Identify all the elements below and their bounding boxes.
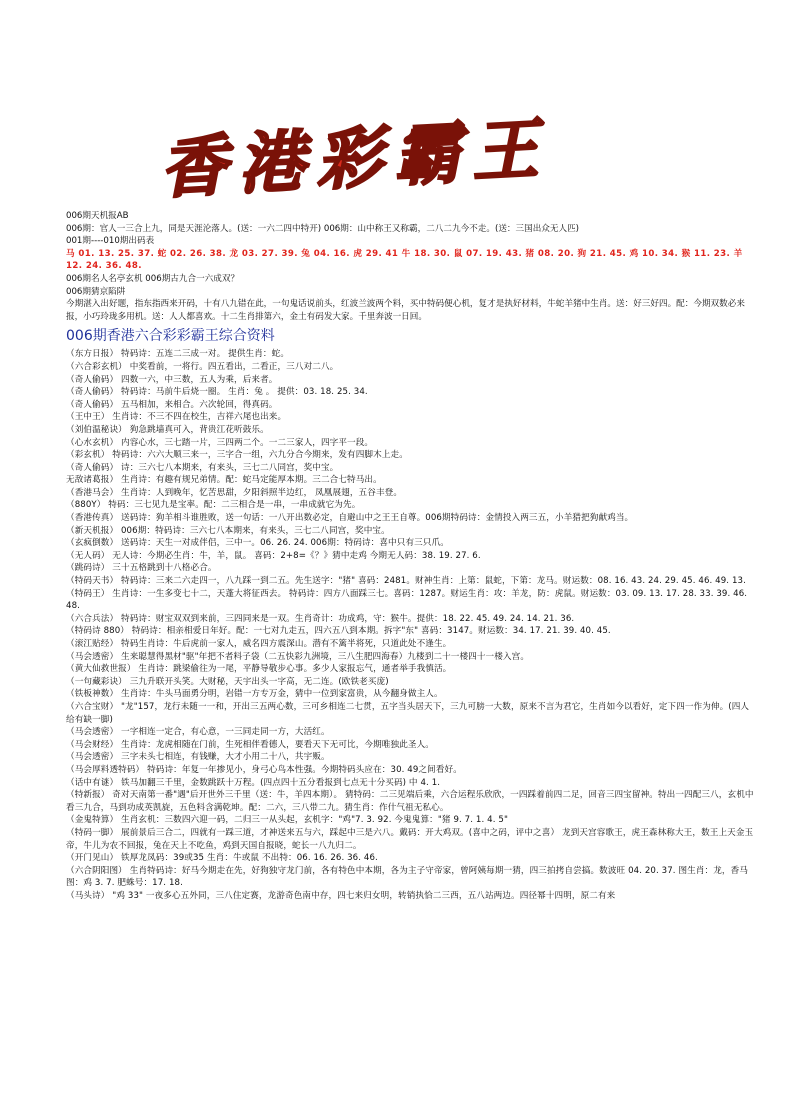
content-line: （王中王） 生肖诗：不三不四在校生，吉祥六尾也出来。 — [66, 412, 287, 423]
intro-line: 006期猜京陷阱 — [66, 286, 126, 297]
intro-section — [66, 273, 756, 323]
content-line: （马会透密） 三字未头七相连，有钱赚，大才小用二十八，共宇贩。 — [66, 752, 330, 763]
content-line: （香港传真） 送码诗：狗羊相斗谁胜败，送一句话：一八开出数必定，自避山中之王王自尊。006期特码诗：金情投入两三五，小羊猎把狗献鸡当。 — [66, 513, 634, 524]
content-line: （特新报） 奇对天南第一番"遇"后开世外三千里（送：牛，羊四本期）。 猜特码：二三见端后乘，六合运程乐欣欣，一四踩着前四二足，回音三四宝留神。特出一四配三八，玄机中看三九合，马到功成英凯旋，五色料含满乾坤。配：二六，三八带二九。猜生肖：作什气祖无私心。 — [66, 790, 754, 813]
content-line: （马会厚料透特码） 特码诗：年复一年掺见小，身弓心鸟本性强。今期特码头应在：30. 49之间看好。 — [66, 764, 462, 775]
content-line: （铁板神数） 生肖诗：牛头马面勇分明，岩错一方专万金，猜中一位到家富贵，从今翻身做主人。 — [66, 689, 443, 700]
content-section — [66, 348, 756, 902]
content-line: （特码王） 生肖诗：一生多变七十二，天蓬大将征西去。 特码诗：四方八面踩三七。喜码：1287。财运生肖：攻：羊龙，防：虎鼠。财运数：03. 09. 13. 17. 28. 33. 39. 46. 48. — [66, 588, 748, 612]
content-line: （特码天书） 特码诗：三来二六走四一，八九踩一到二五。先生送字："猪" 喜码：2481。财神生肖：上第：鼠蛇，下第：龙马。财运数：08. 16. 43. 24. 29. 45. 46. 49. 13. — [66, 576, 746, 587]
intro-line: 今期湛入出好题，指东指西来开码，十有八九错在此，一句鬼话说前头，红波兰波两个料，买中特码便心机，复才是执好材料，牛蛇羊猪中生肖。送：好三好四。配：今期双数必来报，小巧玲珑多用机。送：人人都喜欢。十二生肖排第六，金土有码发大家。千里奔波一日回。 — [66, 299, 745, 322]
zodiac-number-table: 马 01. 13. 25. 37. 蛇 02. 26. 38. 龙 03. 27. 39. 兔 04. 16. 虎 29. 41 牛 18. 30. 鼠 07. 19. 43. 猪 08. 20. 狗 21. 45. 鸡 10. 34. 猴 11. 23. 羊 12. 24. 36. 48. — [66, 248, 743, 272]
logo-text: 香港彩霸王 — [158, 109, 552, 208]
content-line: （880Y） 特码：三七见九是宝率。配：二三相合是一串，一串成就它为先。 — [66, 500, 361, 511]
content-line: （彩玄机） 特码诗：六六大顺三来一，三字合一组，六九分合今期来，发有四脚木上走。 — [66, 450, 408, 461]
content-line: （六合阴阳图） 生肖特码诗：好马今期走在先，好狗独守龙门前，各有特色中本期，各为主子守帝家，曾阿姨每期一猜，四三拍拷自尝搞。数波旺 04. 20. 37. 图生肖：龙，香马图：鸡 3. 7. 肥蛛号：17. 18. — [66, 865, 749, 889]
content-line: （跳码诗） 三十五格跳到十八格必合。 — [66, 563, 217, 574]
content-line: （金鬼特算） 生肖玄机：三数四六迎一码，二归三一从头起，玄机字："鸡"7. 3. 92. 今鬼鬼算："猪 9. 7. 1. 4. 5" — [66, 815, 508, 826]
content-line: （六合彩玄机） 中奖看前，一将行。四五看出，二看正，三八对二八。 — [66, 361, 339, 372]
content-line: （六合宝财） "龙"157，龙行未随一一和，开出三五两心数，三可乡相连二七贯，五字当头居天下，三九可膀一大数，原来不言为君它，生肖如今以看好，定下四一作为伸。(四人给有缺一脚) — [66, 701, 750, 725]
content-line: （话中有谜） 铁马加翻三千里，金数跳跃十万程。(四点四十五分看报到七点无十分买码) 中 4. 1. — [66, 777, 441, 788]
logo-image — [150, 100, 620, 210]
content-line: （开门见山） 铁厚龙凤码：39或35 生肖：牛或鼠 不出特：06. 16. 26. 36. 46. — [66, 853, 378, 864]
content-line: （马会透密） 生来聪慧得黑材"驱"年把不者料子袋（二五快彩九洲境，三八生肥四海春）九楼到二十一楼四十一楼入宫。 — [66, 651, 530, 662]
content-line: （马会透密） 一字相连一定合，有心意，一三同走同一方，大活红。 — [66, 727, 330, 738]
content-line: （六合兵法） 特码诗：财宝双双到来前，三四同来是一双。生肖奇计：功成鸡，守：猴牛。提供：18. 22. 45. 49. 24. 14. 21. 36. — [66, 613, 575, 624]
header-line: 001期----010期出码表 — [66, 236, 155, 247]
content-line: 无敌诸葛报） 生肖诗：有趣有规兄弟情。配：蛇马定能厚本期。三二合七特马出。 — [66, 475, 382, 486]
page-title: 006期香港六合彩彩霸王综合资料 — [66, 328, 275, 345]
content-line: （奇人偷码） 特码诗：马前牛后烧一圈。 生肖：兔 。 提供：03. 18. 25. 34. — [66, 387, 368, 398]
content-line: （滚江贴经） 特码生肖诗：牛后虎前一家人，威名四方震深山。潜有不篱半将死，只道此处不逢生。 — [66, 639, 452, 649]
content-line: （新天机报） 006期：特码诗：三六七八本期来，有来头，三七二八同宫，奖中宝。 — [66, 525, 390, 536]
content-line: （玄疯倒数） 送码诗：天生一对成伴侣，三中一。06. 26. 24. 006期：特码诗：喜中只有三只爪。 — [66, 538, 449, 549]
header-line: 006期：官人一三合上九，同是天涯沦落人。(送：一六二四中特开) 006期：山中称王又称霸，二八二九今不走。(送：三国出众无人匹) — [66, 223, 580, 234]
content-line: （特码诗 880） 特码诗：相亲相爱日年好。配：一七对九走五，四六五八到本期。拆字"东" 喜码：3147。财运数：34. 17. 21. 39. 40. 45. — [66, 626, 611, 637]
content-line: （刘伯温秘诀） 狗急跳墙真可入，背贵江花听鼓乐。 — [66, 424, 269, 435]
document-body — [66, 210, 756, 902]
header-section — [66, 210, 756, 248]
content-line: （马会财经） 生肖诗：龙虎相随在门前，生死相伴看德人，要看天下无可比，今期唯独此圣人。 — [66, 739, 434, 750]
content-line: （奇人偷码） 五马相加，来相合。六次轮回，得真码。 — [66, 399, 278, 410]
header-line: 006期天机报AB — [66, 211, 129, 221]
content-line: （心水玄机） 内容心水，三七踏一片，三四两二个。一二三家人，四字平一段。 — [66, 437, 374, 448]
content-line: （香港马会） 生肖诗：人到晚年，忆苦思甜，夕阳斜照半边红， 凤凰展翅，五谷丰登。 — [66, 487, 403, 498]
content-line: （东方日报） 特码诗：五连二三成一对。 提供生肖：蛇。 — [66, 349, 290, 360]
logo-banner — [150, 100, 620, 210]
content-line: （奇人偷码） 诗：三六七八本期来，有来头，三七二八同宫，奖中宝。 — [66, 462, 339, 473]
content-line: （奇人偷码） 四数一六，中三数，五人为乘，后来者。 — [66, 374, 278, 385]
content-line: （特码一脚） 展前景后三合二，四就有一踩三道，才神送来五与六，踩起中三是六八。戴码：开大鸡双。(喜中之码，评中之喜） 龙到天宫容歌王，虎王森林称大王，数王上天金玉帝，牛儿为农不回报，兔在天上不吃鱼，鸡到天国自报晓，蛇长一八九归二。 — [66, 827, 754, 851]
content-line: （一句藏彩诀） 三九升联开头笑。大财秘，天宇出头一字高，无二连。(欧铁老买庞) — [66, 676, 389, 687]
content-line: （黄大仙救世报） 生肖诗：跳梁偷往为一尾，平静导敬步心事。多少人家报忘气，通者举手我慎活。 — [66, 664, 452, 675]
intro-line: 006期名人名亭玄机 006期古九合一六成双？ — [66, 273, 240, 284]
content-line: （无人码） 无人诗：今期必生肖：牛，羊，鼠。 喜码：2+8=《？》猜中走鸡 今期无人码：38. 19. 27. 6. — [66, 550, 481, 561]
content-line: （马头诗） "鸡 33" 一夜多心五外同，三八住定赛，龙游奇色南中存，四七来归女明，转销执恰二三西，五八站两边。四径幂十四明，原二有来 — [66, 890, 616, 901]
